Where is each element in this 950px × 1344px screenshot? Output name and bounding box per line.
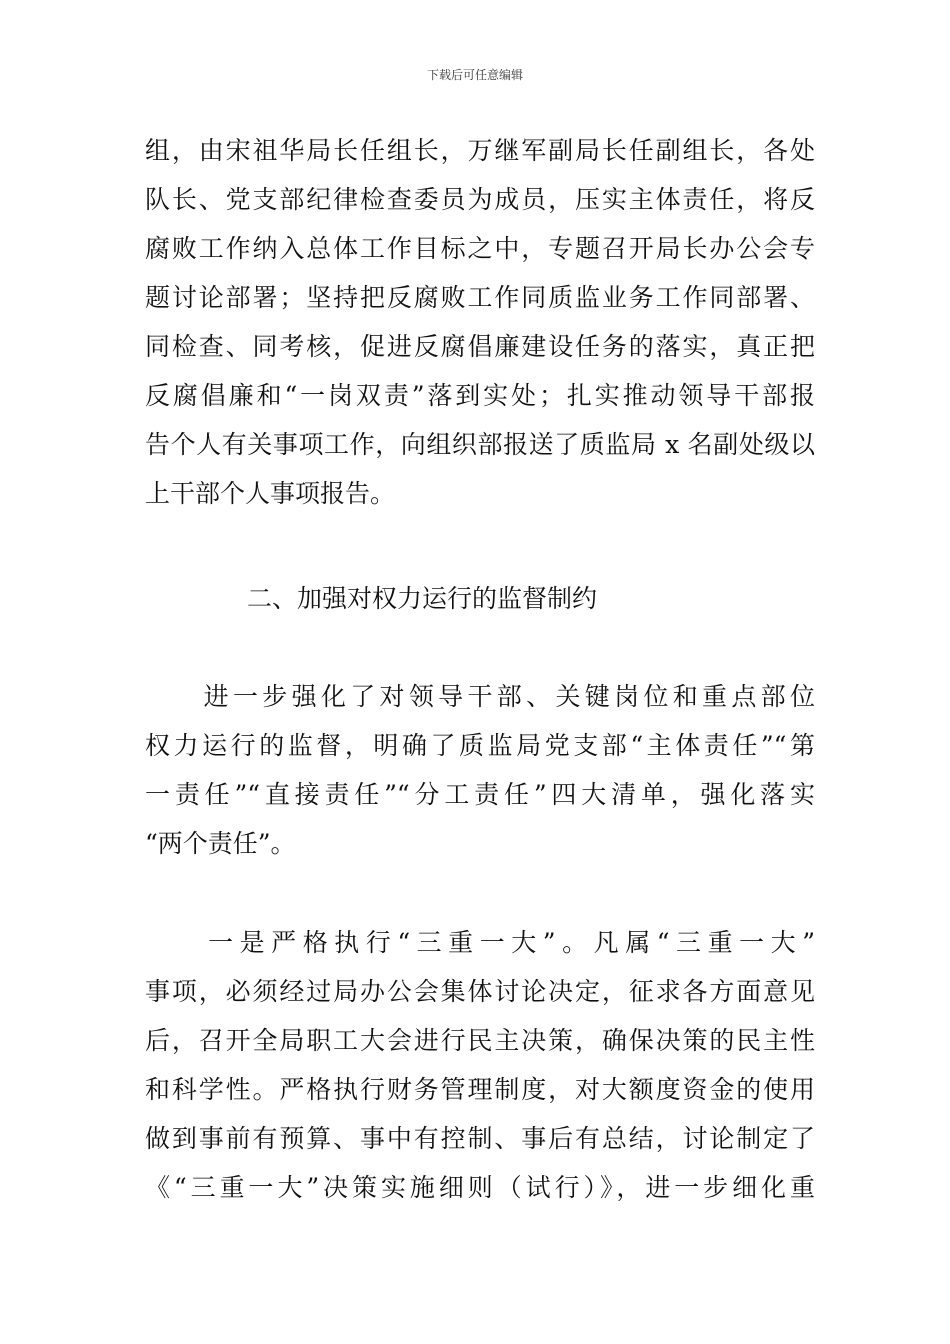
text-line: 上干部个人事项报告。	[145, 479, 396, 508]
text-line: 腐败工作纳入总体工作目标之中，专题召开局长办公会专	[145, 234, 815, 263]
text-line: 题讨论部署；坚持把反腐败工作同质监业务工作同部署、	[145, 283, 815, 312]
text-line: 事项，必须经过局办公会集体讨论决定，征求各方面意见	[145, 977, 815, 1006]
text-line: 告个人有关事项工作，向组织部报送了质监局 x 名副处级以	[145, 430, 815, 459]
text-line: 组，由宋祖华局长任组长，万继军副局长任副组长，各处	[145, 136, 815, 165]
text-line: 权力运行的监督，明确了质监局党支部“主体责任”“第	[145, 731, 815, 760]
text-line: 同检查、同考核，促进反腐倡廉建设任务的落实，真正把	[145, 332, 815, 361]
text-line: 一责任”“直接责任”“分工责任”四大清单，强化落实	[145, 780, 815, 809]
section-heading-text: 二、加强对权力运行的监督制约	[247, 584, 598, 613]
section-heading	[247, 574, 807, 623]
text-line: 做到事前有预算、事中有控制、事后有总结，讨论制定了	[145, 1124, 815, 1153]
text-line: 一是严格执行“三重一大”。凡属“三重一大”	[145, 928, 815, 957]
text-line: 进一步强化了对领导干部、关键岗位和重点部位	[145, 682, 815, 711]
text-line: 《“三重一大”决策实施细则（试行）》，进一步细化重	[145, 1173, 815, 1202]
paragraph-4	[145, 918, 815, 1212]
text-line: 反腐倡廉和“一岗双责”落到实处；扎实推动领导干部报	[145, 381, 815, 410]
text-line: “两个责任”。	[145, 829, 296, 858]
paragraph-3	[145, 672, 815, 868]
text-line: 队长、党支部纪律检查委员为成员，压实主体责任，将反	[145, 185, 815, 214]
paragraph-1	[145, 126, 815, 518]
page-header: 下载后可任意编辑	[426, 68, 523, 82]
text-line: 后，召开全局职工大会进行民主决策，确保决策的民主性	[145, 1026, 815, 1055]
text-line: 和科学性。严格执行财务管理制度，对大额度资金的使用	[145, 1075, 815, 1104]
